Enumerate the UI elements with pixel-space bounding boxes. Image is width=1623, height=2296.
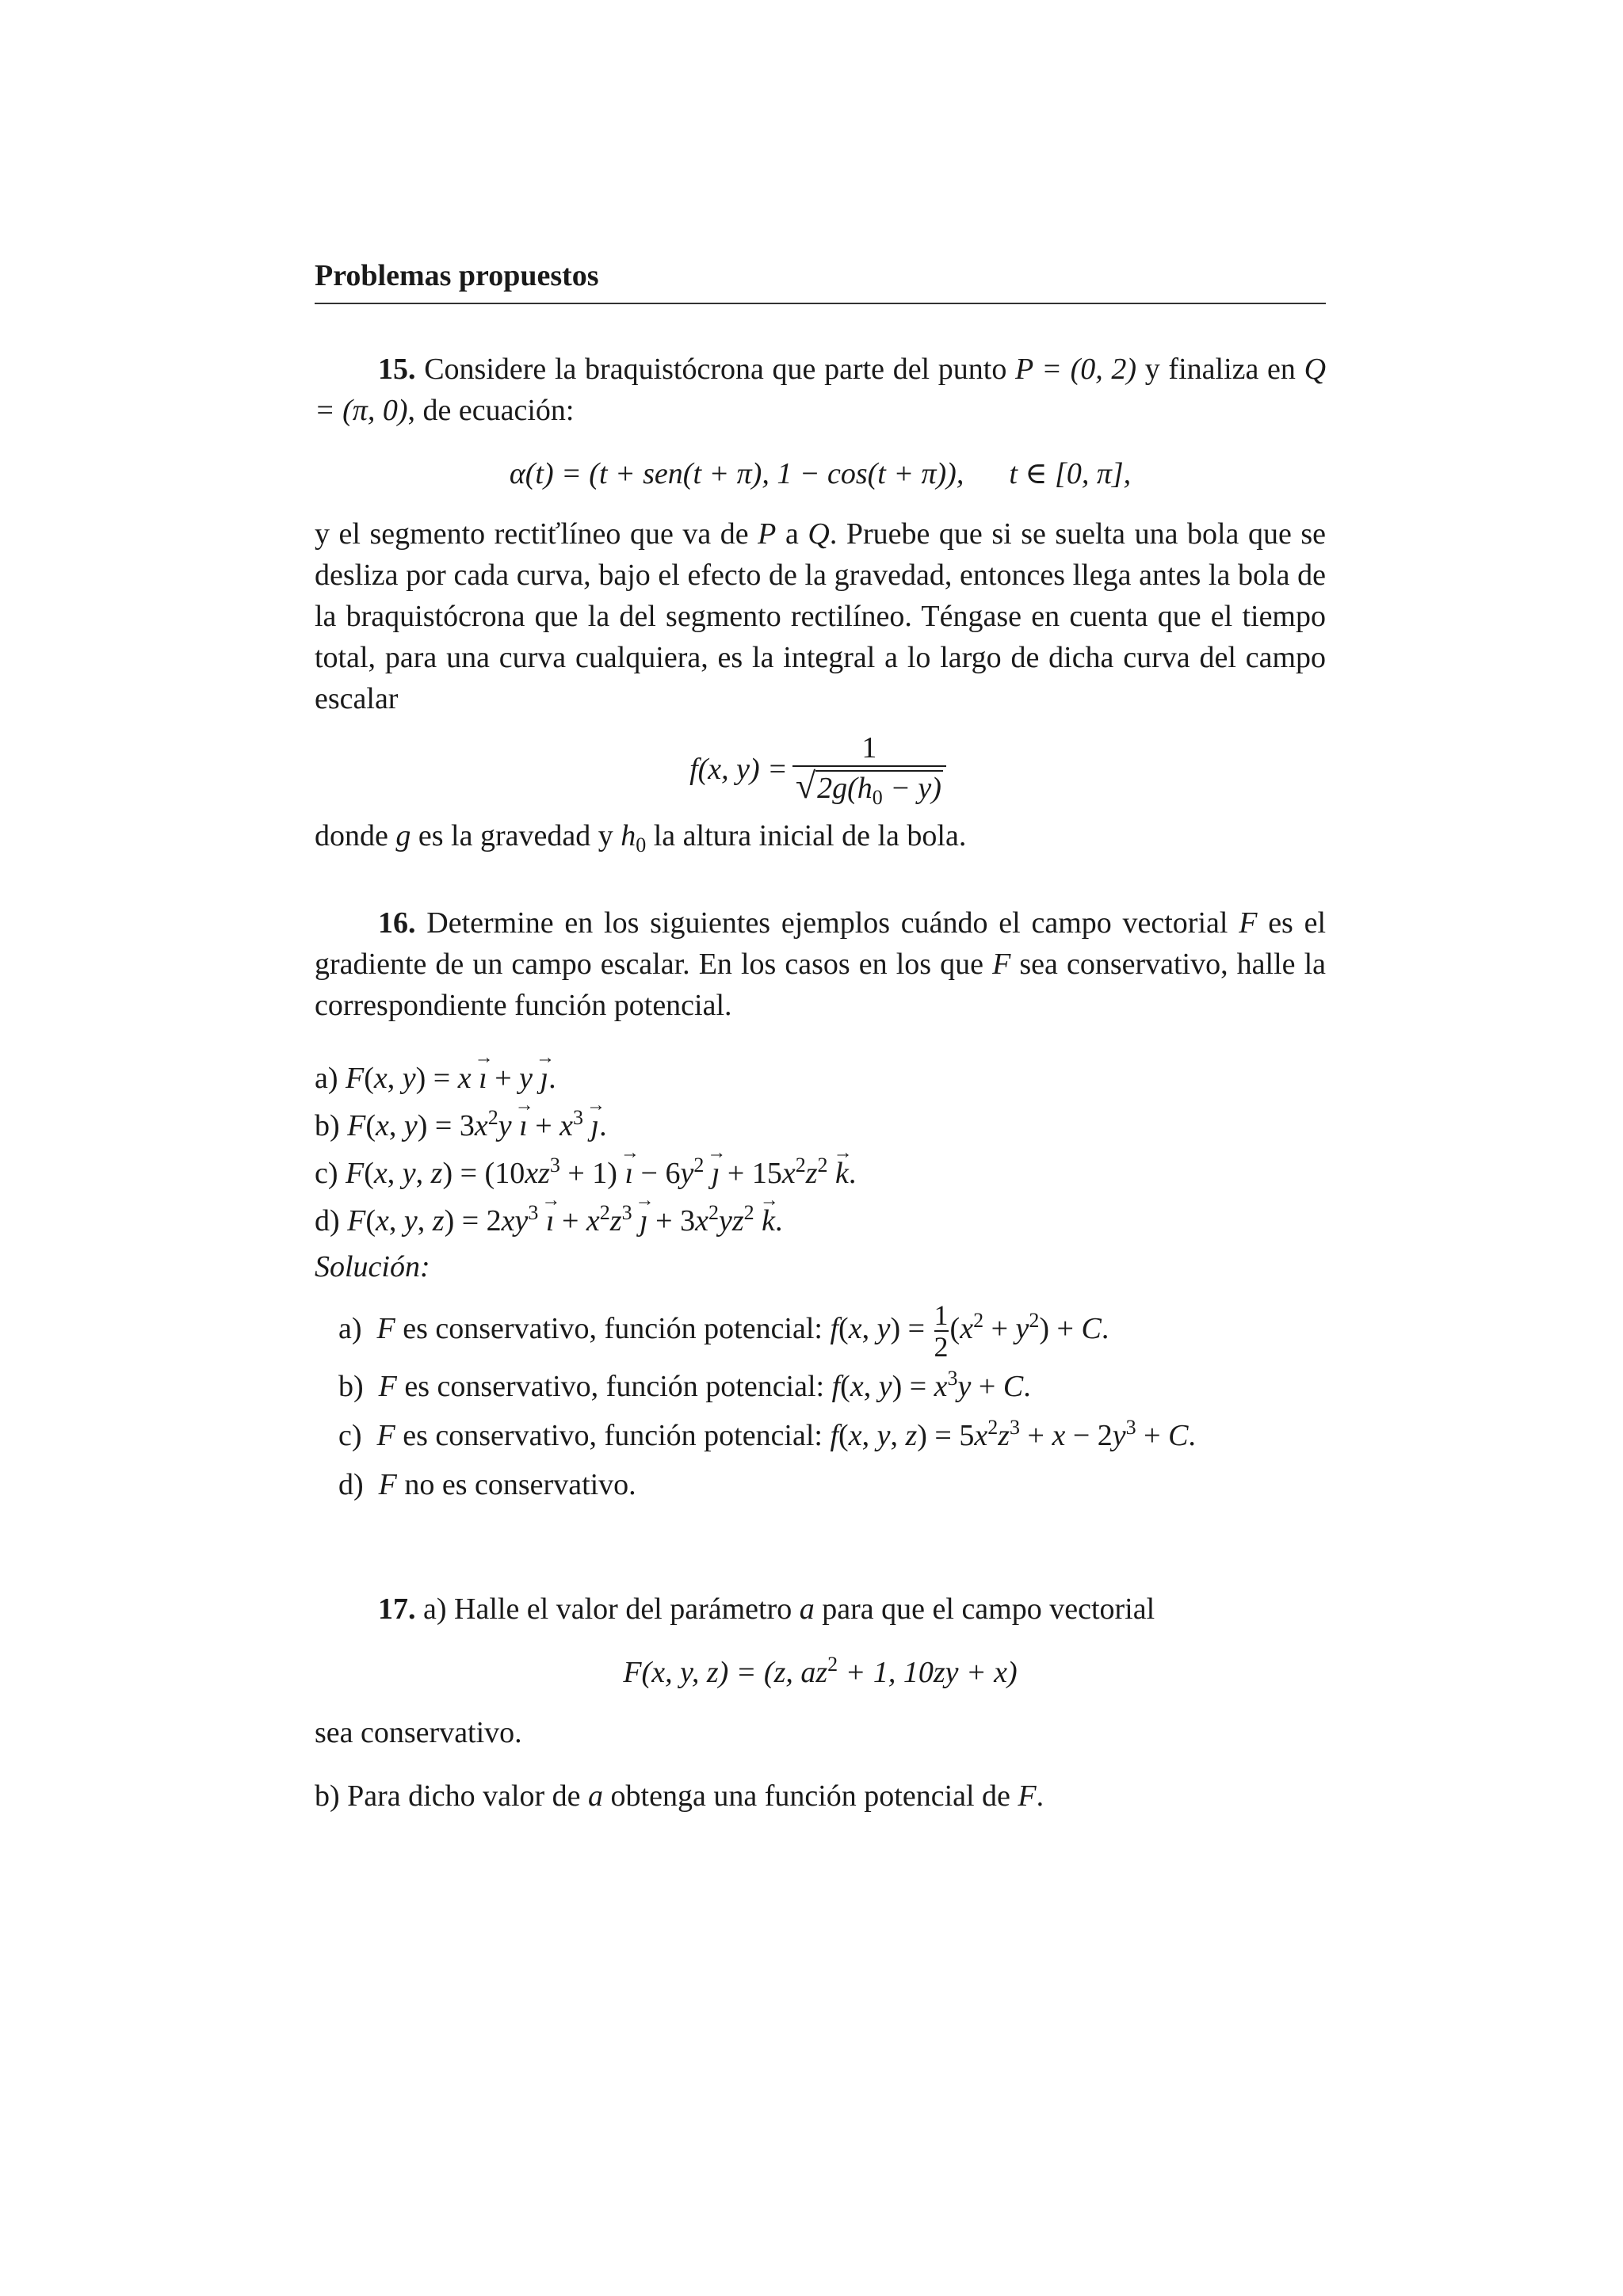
sol-symbol-f-d: F: [378, 1468, 397, 1502]
field-denominator: [792, 765, 946, 807]
exercise-list: [315, 1055, 1326, 1245]
problem-17-number: 17.: [378, 1592, 416, 1627]
solution-label: Solución:: [315, 1250, 430, 1283]
field-fraction: [792, 730, 946, 807]
symbol-f: F: [1239, 906, 1258, 940]
closing-text-3: la altura inicial de la bola.: [653, 819, 967, 852]
sol-text-d: no es conservativo.: [404, 1468, 636, 1502]
symbol-f-2: F: [992, 948, 1011, 981]
problem-16-intro-text: Determine en los siguientes ejemplos cuándo el campo vectorial: [426, 906, 1228, 940]
exercise-item-c: c) F(x, y, $z) = (10xz^3 + 1)$ → ı − $6y^2$ → ȷ + $15x^2z^2 \to k$.: [315, 1150, 1326, 1197]
field-den-sub: 0: [872, 786, 883, 809]
problem-17-after: sea conservativo.: [315, 1716, 522, 1750]
sol-symbol-f-c: F: [376, 1419, 395, 1453]
equation-lhs: F(x, y, z) = (z, az: [623, 1656, 828, 1690]
problem-15: [315, 349, 1326, 856]
word-a: a: [785, 517, 799, 551]
problem-15-body-text: y el segmento rectiťlíneo que va de: [315, 517, 749, 551]
equation-rhs: + 1, 10zy + x): [838, 1656, 1018, 1690]
sqrt-icon: √: [795, 765, 816, 806]
sol-text-c: es conservativo, función potencial:: [403, 1419, 823, 1453]
field-den-rest: − y): [882, 772, 941, 805]
problem-16-intro-text-3: sea conservativo, halle la correspondiente función potencial.: [315, 948, 1327, 1022]
solution-item-c: c) F es conservativo, función potencial: f(x, y, $z) = 5x^2z^3 + x - 2y^3 + C$.: [338, 1416, 1196, 1453]
exercise-item-d: d) F(x, y, $z) = 2xy^3$ → ı + $x^2z^3$ → ȷ + $3x^2yz^2 \to k$.: [315, 1197, 1326, 1245]
symbol-p: P: [758, 517, 777, 551]
problem-17-part-b: [315, 1775, 1326, 1817]
problem-16-intro: [315, 902, 1326, 1026]
page: [315, 254, 1326, 1817]
closing-text-2: es la gravedad y: [418, 819, 613, 852]
sol-symbol-f-a: F: [376, 1312, 395, 1345]
part-b-text-2: obtenga una función potencial de: [610, 1779, 1010, 1814]
sol-label-c: c): [338, 1419, 362, 1453]
sol-label-a: a): [338, 1312, 362, 1345]
solution-list: [315, 1295, 1326, 1509]
field-numerator: 1: [861, 731, 877, 765]
brachistochrone-equation: [315, 453, 1326, 494]
problem-17: [315, 1589, 1326, 1817]
equation-domain: t ∈ [0, π],: [1009, 457, 1132, 490]
exercise-item-a: a) F(x, y) = x → ı + y → ȷ.: [315, 1055, 1326, 1102]
sol-text-b: es conservativo, función potencial:: [404, 1370, 825, 1404]
page-header: Problemas propuestos: [315, 254, 1326, 304]
item-label-c: c): [315, 1157, 338, 1190]
symbol-a: a: [799, 1592, 815, 1627]
problem-15-number: 15.: [378, 353, 416, 386]
problem-15-closing: [315, 815, 1326, 856]
symbol-h-sub: 0: [636, 833, 647, 856]
point-p: P = (0, 2): [1015, 353, 1137, 386]
problem-17-intro-text: a) Halle el valor del parámetro: [423, 1592, 792, 1627]
closing-text-1: donde: [315, 819, 388, 852]
sol-label-d: d): [338, 1468, 364, 1502]
equation-alpha: α(t) = (t + sen(t + π), 1 − cos(t + π)),: [509, 457, 964, 490]
solution-item-b: b) F es conservativo, función potencial: f(x, $y) = x^3y + C$.: [338, 1367, 1031, 1404]
exercise-item-b: b) F(x, $y) = 3x^2y$ → ı + $x^3$ → ȷ.: [315, 1102, 1326, 1150]
symbol-h: h: [621, 819, 636, 852]
problem-15-body: [315, 513, 1326, 719]
problem-15-intro-text-2: y finaliza en: [1144, 353, 1296, 386]
field-lhs: f(x, y) =: [689, 752, 788, 786]
item-label-a: a): [315, 1062, 338, 1095]
part-b-end: .: [1036, 1779, 1044, 1814]
sol-text-a: es conservativo, función potencial:: [403, 1312, 823, 1345]
problem-15-intro-text-3: , de ecuación:: [407, 394, 575, 427]
problem-16: [315, 902, 1326, 1509]
field-den-text: 2g(h: [817, 772, 873, 805]
solution-item-a: a) F es conservativo, función potencial: f(x, y) = $\frac{1}{2}$ $(x^2 + y^2) + C$.: [338, 1299, 1109, 1363]
problem-15-intro-text: Considere la braquistócrona que parte del punto: [424, 353, 1007, 386]
symbol-g: g: [395, 819, 411, 852]
item-label-b: b): [315, 1109, 340, 1142]
sol-label-b: b): [338, 1370, 364, 1404]
symbol-q: Q: [808, 517, 830, 551]
problem-17-intro: [315, 1589, 1326, 1630]
problem-16-number: 16.: [378, 906, 416, 940]
half-fraction: $\frac{1}{2}$: [934, 1299, 949, 1363]
problem-15-body-text-2: . Pruebe que si se suelta una bola que se desliza por cada curva, bajo el efecto de la gravedad, entonces llega antes la bola de la braquistócrona que la del segmento rectilíneo. Téngase en cuenta que el tiempo total, para una curva cualquiera, es la integral a lo largo de dicha curva del campo escalar: [315, 517, 1327, 715]
part-b-symbol-a: a: [588, 1779, 604, 1814]
sol-symbol-f-b: F: [378, 1370, 397, 1404]
part-b-text: b) Para dicho valor de: [315, 1779, 581, 1814]
vector-field-equation: F(x, y, z) = (z, $az^2 + 1$, 10zy + x): [623, 1653, 1018, 1690]
problem-15-intro: [315, 349, 1326, 431]
part-b-symbol-f: F: [1018, 1779, 1037, 1814]
scalar-field-equation: [315, 730, 1326, 807]
problem-16-intro-text-2: es el gradiente de un campo escalar. En los casos en los que: [315, 906, 1327, 981]
problem-17-intro-text-2: para que el campo vectorial: [822, 1592, 1155, 1627]
solution-item-d: [338, 1460, 1326, 1509]
item-label-d: d): [315, 1204, 340, 1238]
point-q: Q = (π, 0): [315, 353, 1327, 427]
